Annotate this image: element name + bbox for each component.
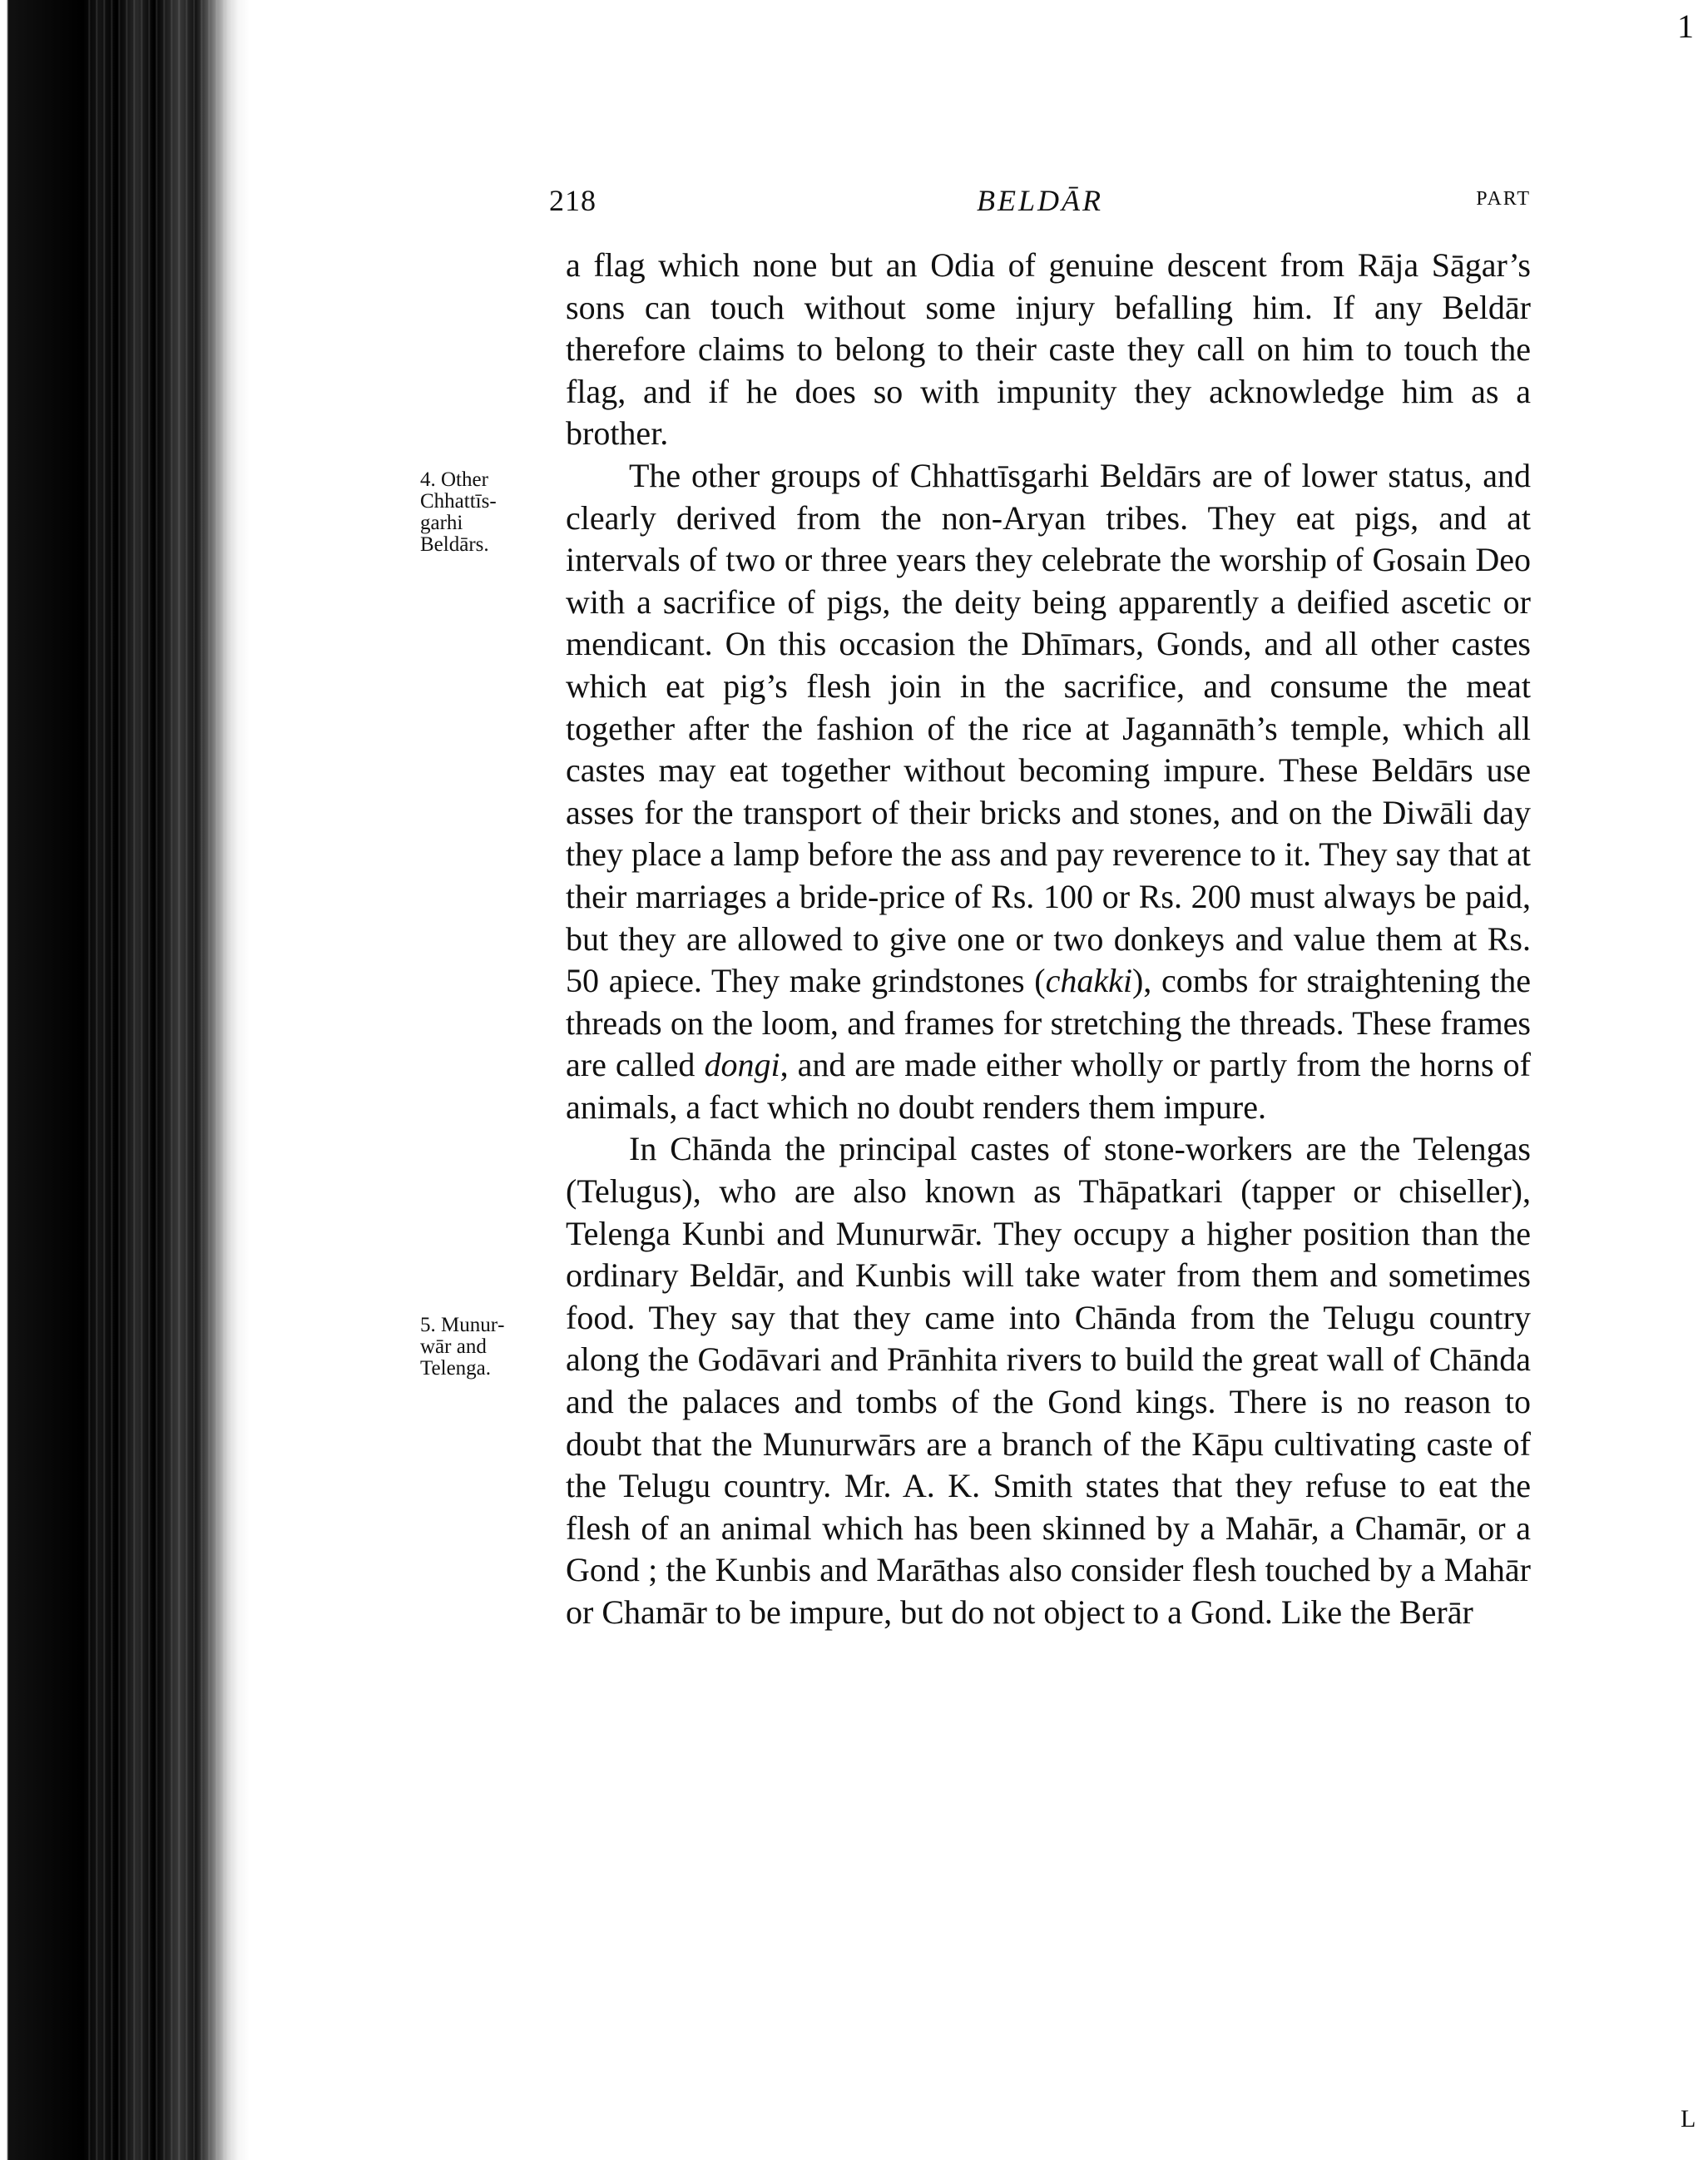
scan-mark-bottom-right: L [1681, 2105, 1696, 2133]
part-label: PART [1476, 188, 1531, 210]
paragraph-2 [566, 455, 1531, 1129]
paragraph-2-text-b: ), combs for straightening the threads on the loom, and frames for stretching the threads. These frames are called [566, 962, 1532, 1084]
body-text [566, 245, 1531, 1634]
running-title: BELDĀR [977, 184, 1103, 217]
paragraph-2-text-c: , and are made either wholly or partly from the horns of animals, a fact which no doubt renders them impure. [566, 1046, 1531, 1126]
sidenote-section-5: 5. Munurwār and Telenga. [420, 1314, 505, 1380]
term-dongi: dongi [704, 1046, 780, 1084]
gutter-streaks [83, 0, 241, 2160]
sidenote-section-4: 4. Other Chhattīsgarhi Beldārs. [420, 468, 497, 556]
scan-mark-top-right: 1 [1677, 7, 1694, 45]
term-chakki: chakki [1045, 962, 1132, 1000]
page-header [549, 183, 1531, 233]
paragraph-1: a flag which none but an Odia of genuine descent from Rāja Sāgar’s sons can touch without some injury befalling him. If any Beldār therefore claims to belong to their caste they call on him to touch the flag, and if he does so with impunity they acknowledge him as a brother. [566, 246, 1531, 453]
paragraph-3: In Chānda the principal castes of stone-workers are the Telengas (Telugus), who are also known as Thāpatkari (tapper or chiseller), Telenga Kunbi and Munurwār. They occupy a higher position than the ordinary Beldār, and Kunbis will take water from them and sometimes food. They say that they came into Chānda from the Telugu country along the Godāvari and Prānhita rivers to build the great wall of Chānda and the palaces and tombs of the Gond kings. There is no reason to doubt that the Munurwārs are a branch of the Kāpu cultivating caste of the Telugu country. Mr. A. K. Smith states that they refuse to eat the flesh of an animal which has been skinned by a Mahār, a Chamār, or a Gond ; the Kunbis and Marāthas also consider flesh touched by a Mahār or Chamār to be impure, but do not object to a Gond. Like the Berār [566, 1130, 1531, 1631]
paragraph-2-text-a: The other groups of Chhattīsgarhi Beldārs are of lower status, and clearly derived from the non-Aryan tribes. They eat pigs, and at intervals of two or three years they celebrate the worship of Gosain Deo with a sacrifice of pigs, the deity being apparently a deified ascetic or mendicant. On this occasion the Dhīmars, Gonds, and all other castes which eat pig’s flesh join in the sacrifice, and consume the meat together after the fashion of the rice at Jagannāth’s temple, which all castes may eat together without becoming impure. These Beldārs use asses for the transport of their bricks and stones, and on the Diwāli day they place a lamp before the ass and pay reverence to it. They say that at their marriages a bride-price of Rs. 100 or Rs. 200 must always be paid, but they are allowed to give one or two donkeys and value them at Rs. 50 apiece. They make grindstones ( [566, 456, 1531, 1000]
page-number: 218 [549, 184, 597, 217]
